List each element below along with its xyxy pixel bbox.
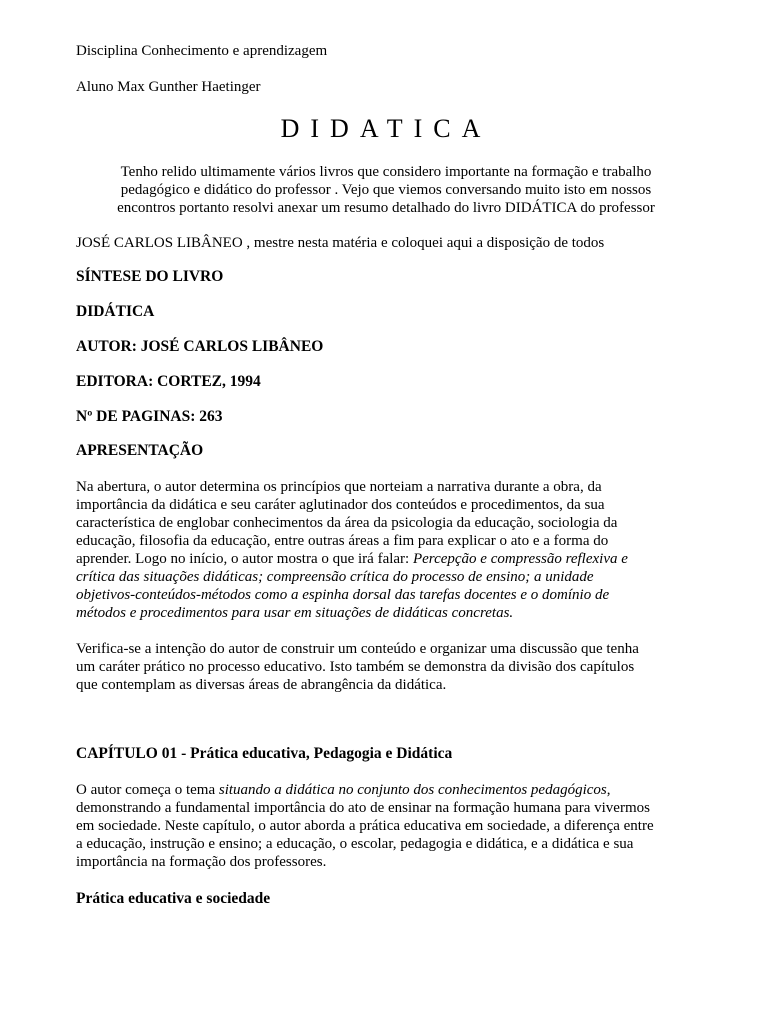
paragraph-line: importância na formação dos professores. [76,854,327,870]
presentation-paragraph-2 [76,640,696,694]
paragraph-line: que contemplam as diversas áreas de abrangência da didática. [76,677,447,693]
presentation-heading: APRESENTAÇÃO [76,442,204,459]
paragraph-line [76,550,696,568]
paragraph-line: um caráter prático no processo educativo. Isto também se demonstra da divisão dos capítulos [76,659,635,675]
chapter-1-paragraph [76,781,696,871]
italic-quote: métodos e procedimentos para usar em situações de didáticas concretas. [76,605,514,621]
book-publisher: EDITORA: CORTEZ, 1994 [76,373,261,390]
paragraph-line: importância da didática e seu caráter aglutinador dos conteúdos e procedimentos, da sua [76,497,605,513]
intro-continuation: JOSÉ CARLOS LIBÂNEO , mestre nesta matéria e coloquei aqui a disposição de todos [76,235,605,251]
intro-line-2: pedagógico e didático do professor . Vejo que viemos conversando muito isto em nossos [120,182,652,198]
italic-phrase: situando a didática no conjunto dos conhecimentos pedagógicos [218,782,607,798]
paragraph-line: em sociedade. Neste capítulo, o autor aborda a prática educativa em sociedade, a diferença entre [76,818,654,834]
italic-quote: Percepção e compressão reflexiva e [412,551,628,567]
paragraph-line: demonstrando a fundamental importância do ato de ensinar na formação humana para vivermos [76,800,650,816]
italic-quote: objetivos-conteúdos-métodos como a espinha dorsal das tarefas docentes e o domínio de [76,587,610,603]
book-pages: Nº DE PAGINAS: 263 [76,408,223,425]
chapter-1-heading: CAPÍTULO 01 - Prática educativa, Pedagogia e Didática [76,745,453,762]
intro-line-3: encontros portanto resolvi anexar um resumo detalhado do livro DIDÁTICA do professor [117,200,655,216]
chapter-1-subheading: Prática educativa e sociedade [76,890,271,907]
paragraph-text: O autor começa o tema [76,782,219,798]
paragraph-line: educação, filosofia da educação, entre outras áreas a fim para explicar o ato e a forma do [76,533,609,549]
discipline-line: Disciplina Conhecimento e aprendizagem [76,43,328,59]
paragraph-line [76,781,696,799]
synthesis-heading: SÍNTESE DO LIVRO [76,268,224,285]
book-title: DIDÁTICA [76,303,155,320]
paragraph-line: a educação, instrução e ensino; a educação, o escolar, pedagogia e didática, e a didática e sua [76,836,634,852]
book-author: AUTOR: JOSÉ CARLOS LIBÂNEO [76,338,324,355]
paragraph-line: Verifica-se a intenção do autor de construir um conteúdo e organizar uma discussão que tenha [76,641,639,657]
italic-quote: crítica das situações didáticas; compreensão crítica do processo de ensino; a unidade [76,569,594,585]
paragraph-text: aprender. Logo no início, o autor mostra o que irá falar: [76,551,413,567]
page-title: DIDATICA [280,114,492,143]
paragraph-line: Na abertura, o autor determina os princípios que norteiam a narrativa durante a obra, da [76,479,602,495]
paragraph-text: , [606,782,611,798]
student-line: Aluno Max Gunther Haetinger [76,79,261,95]
paragraph-line: característica de englobar conhecimentos da área da psicologia da educação, sociologia da [76,515,618,531]
presentation-paragraph-1 [76,478,696,622]
intro-line-1: Tenho relido ultimamente vários livros que considero importante na formação e trabalho [120,164,652,180]
